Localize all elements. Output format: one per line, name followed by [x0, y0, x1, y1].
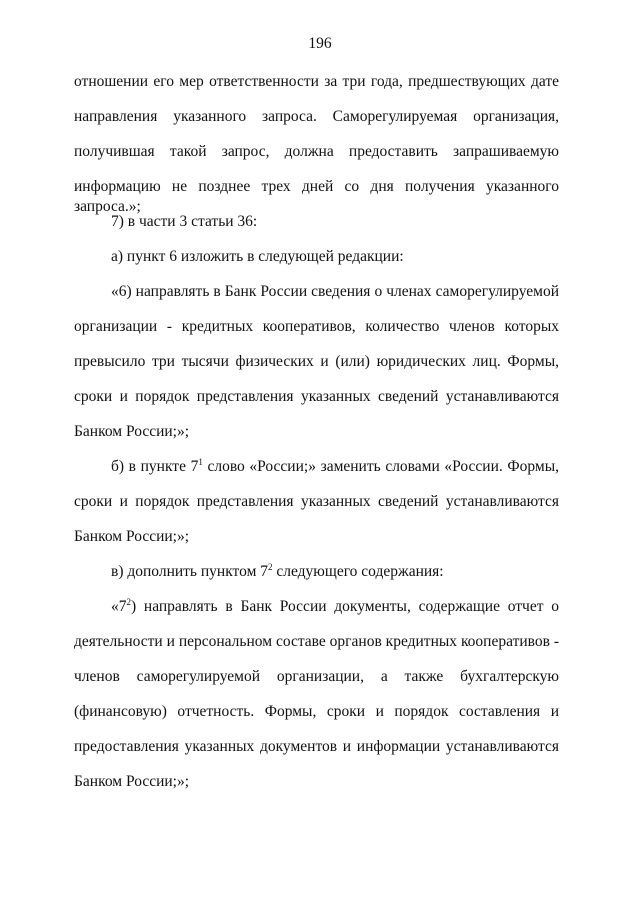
text-line: информацию не позднее трех дней со дня получения указанного запроса.»;: [74, 178, 559, 215]
page-number: 196: [308, 35, 332, 52]
text-line: членов саморегулируемой организации, а также бухгалтерскую: [74, 668, 559, 685]
text-line: предоставления указанных документов и информации устанавливаются: [74, 738, 559, 755]
text-before: б) в пункте 7: [111, 458, 199, 475]
text-line: (финансовую) отчетность. Формы, сроки и порядок составления и: [74, 703, 559, 720]
text-line: Банком России;»;: [74, 423, 190, 440]
text-before: в) дополнить пунктом 7: [111, 563, 268, 580]
text-line: превысило три тысячи физических и (или) юридических лиц. Формы,: [74, 353, 559, 370]
text-before: «7: [111, 598, 127, 615]
text-line: сроки и порядок представления указанных сведений устанавливаются: [74, 388, 559, 405]
text-line: [74, 562, 559, 582]
text-line: сроки и порядок представления указанных сведений устанавливаются: [74, 493, 559, 510]
superscript: 2: [268, 561, 273, 572]
text-after: следующего содержания:: [272, 563, 444, 580]
superscript: 1: [198, 456, 203, 467]
text-line: «6) направлять в Банк России сведения о членах саморегулируемой: [111, 283, 559, 300]
text-line: Банком России;»;: [74, 773, 190, 790]
text-line: 7) в части 3 статьи 36:: [111, 213, 258, 230]
text-line: направления указанного запроса. Саморегулируемая организация,: [74, 108, 559, 125]
text-after: ) направлять в Банк России документы, содержащие отчет о: [131, 598, 559, 615]
text-line: а) пункт 6 изложить в следующей редакции:: [111, 248, 404, 265]
text-line: [74, 457, 559, 477]
text-line: получившая такой запрос, должна предоставить запрашиваемую: [74, 143, 559, 160]
text-line: деятельности и персональном составе органов кредитных кооперативов -: [74, 633, 559, 650]
superscript: 2: [126, 596, 131, 607]
text-line: отношении его мер ответственности за три года, предшествующих дате: [74, 73, 559, 90]
text-line: [74, 597, 559, 617]
text-line: организации - кредитных кооперативов, количество членов которых: [74, 318, 559, 335]
text-after: слово «России;» заменить словами «России. Формы,: [202, 458, 559, 475]
text-line: Банком России;»;: [74, 528, 190, 545]
